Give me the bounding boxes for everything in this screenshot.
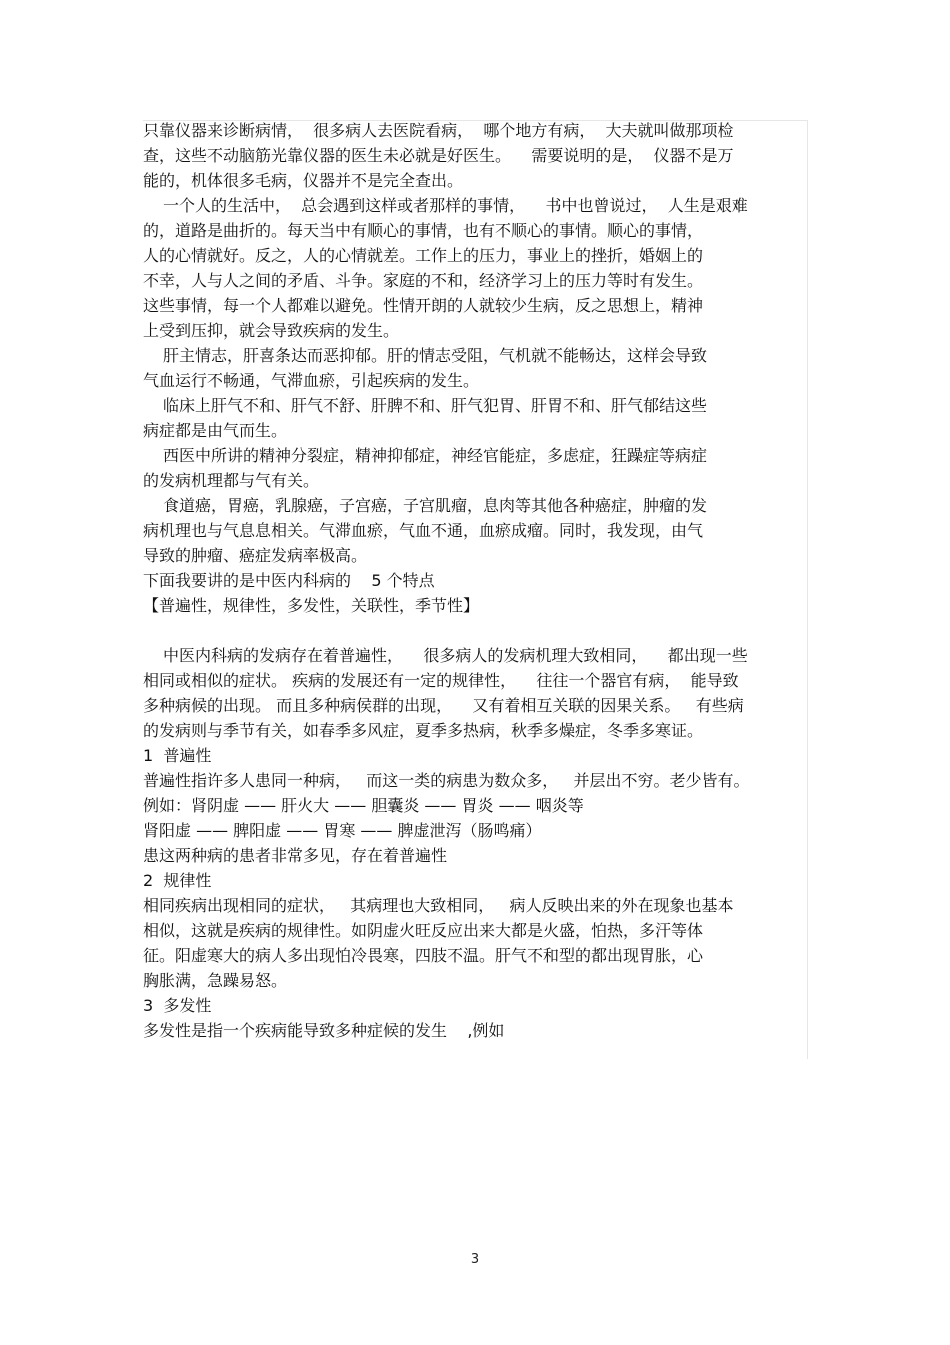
- text-line: [143, 618, 811, 643]
- text-line: 肾阳虚 —— 脾阳虚 —— 胃寒 —— 脾虚泄泻（肠鸣痛）: [143, 821, 542, 840]
- text-line: 【普遍性，规律性，多发性，关联性，季节性】: [143, 596, 480, 615]
- text-line: 气血运行不畅通，气滞血瘀，引起疾病的发生。: [143, 371, 480, 390]
- text-line: 例如：肾阴虚 —— 肝火大 —— 胆囊炎 —— 胃炎 —— 咽炎等: [143, 796, 584, 815]
- text-line: 只靠仪器来诊断病情， 很多病人去医院看病， 哪个地方有病， 大夫就叫做那项检: [143, 121, 734, 140]
- paragraph: [143, 393, 811, 443]
- text-line: 相同疾病出现相同的症状， 其病理也大致相同， 病人反映出来的外在现象也基本: [143, 896, 734, 915]
- text-line: 的发病则与季节有关，如春季多风症，夏季多热病，秋季多燥症，冬季多寒证。: [143, 721, 704, 740]
- text-line: 查，这些不动脑筋光靠仪器的医生未必就是好医生。 需要说明的是， 仪器不是万: [143, 146, 734, 165]
- document-body: [143, 118, 811, 1043]
- text-line: 一个人的生活中， 总会遇到这样或者那样的事情， 书中也曾说过， 人生是艰难: [163, 196, 748, 215]
- text-line: 胸胀满，急躁易怒。: [143, 971, 288, 990]
- text-line: 导致的肿瘤、癌症发病率极高。: [143, 546, 368, 565]
- text-line: 的，道路是曲折的。每天当中有顺心的事情，也有不顺心的事情。顺心的事情，: [143, 221, 704, 240]
- text-line: 多发性是指一个疾病能导致多种症候的发生 ,例如: [143, 1021, 505, 1040]
- text-line: 1 普遍性: [143, 746, 212, 765]
- section-heading: [143, 993, 811, 1018]
- text-line: 3 多发性: [143, 996, 212, 1015]
- text-line: 2 规律性: [143, 871, 212, 890]
- paragraph: [143, 643, 811, 743]
- text-line: 病症都是由气而生。: [143, 421, 288, 440]
- paragraph: [143, 768, 811, 868]
- text-line: 能的，机体很多毛病，仪器并不是完全查出。: [143, 171, 464, 190]
- text-line: 人的心情就好。反之，人的心情就差。工作上的压力，事业上的挫折，婚姻上的: [143, 246, 704, 265]
- paragraph: [143, 443, 811, 493]
- text-line: 食道癌，胃癌，乳腺癌，子宫癌，子宫肌瘤，息肉等其他各种癌症，肿瘤的发: [163, 496, 708, 515]
- blank-line: [143, 618, 811, 643]
- paragraph: [143, 493, 811, 568]
- text-line: 临床上肝气不和、肝气不舒、肝脾不和、肝气犯胃、肝胃不和、肝气郁结这些: [163, 396, 708, 415]
- section-heading: [143, 868, 811, 893]
- paragraph: [143, 193, 811, 343]
- text-line: 征。阳虚寒大的病人多出现怕冷畏寒，四肢不温。肝气不和型的都出现胃胀，心: [143, 946, 704, 965]
- text-line: 患这两种病的患者非常多见，存在着普遍性: [143, 846, 448, 865]
- text-line: 病机理也与气息息相关。气滞血瘀，气血不通，血瘀成瘤。同时，我发现，由气: [143, 521, 704, 540]
- page-number: 3: [470, 1252, 480, 1267]
- paragraph: [143, 1018, 811, 1043]
- paragraph: [143, 118, 811, 193]
- text-line: 不幸，人与人之间的矛盾、斗争。家庭的不和，经济学习上的压力等时有发生。: [143, 271, 704, 290]
- text-line: 的发病机理都与气有关。: [143, 471, 320, 490]
- text-line: 相同或相似的症状。 疾病的发展还有一定的规律性， 往往一个器官有病， 能导致: [143, 671, 739, 690]
- text-line: 上受到压抑，就会导致疾病的发生。: [143, 321, 400, 340]
- paragraph: [143, 343, 811, 393]
- text-line: 相似，这就是疾病的规律性。如阴虚火旺反应出来大都是火盛，怕热，多汗等体: [143, 921, 704, 940]
- section-heading: [143, 743, 811, 768]
- text-line: 普遍性指许多人患同一种病， 而这一类的病患为数众多， 并层出不穷。老少皆有。: [143, 771, 750, 790]
- text-line: 肝主情志，肝喜条达而恶抑郁。肝的情志受阻，气机就不能畅达，这样会导致: [163, 346, 708, 365]
- text-line: 西医中所讲的精神分裂症，精神抑郁症，神经官能症，多虑症，狂躁症等病症: [163, 446, 708, 465]
- text-line: 中医内科病的发病存在着普遍性， 很多病人的发病机理大致相同， 都出现一些: [163, 646, 748, 665]
- text-line: 多种病候的出现。 而且多种病侯群的出现， 又有着相互关联的因果关系。 有些病: [143, 696, 744, 715]
- text-line: 这些事情，每一个人都难以避免。性情开朗的人就较少生病，反之思想上，精神: [143, 296, 704, 315]
- paragraph: [143, 568, 811, 618]
- paragraph: [143, 893, 811, 993]
- text-line: 下面我要讲的是中医内科病的 5 个特点: [143, 571, 435, 590]
